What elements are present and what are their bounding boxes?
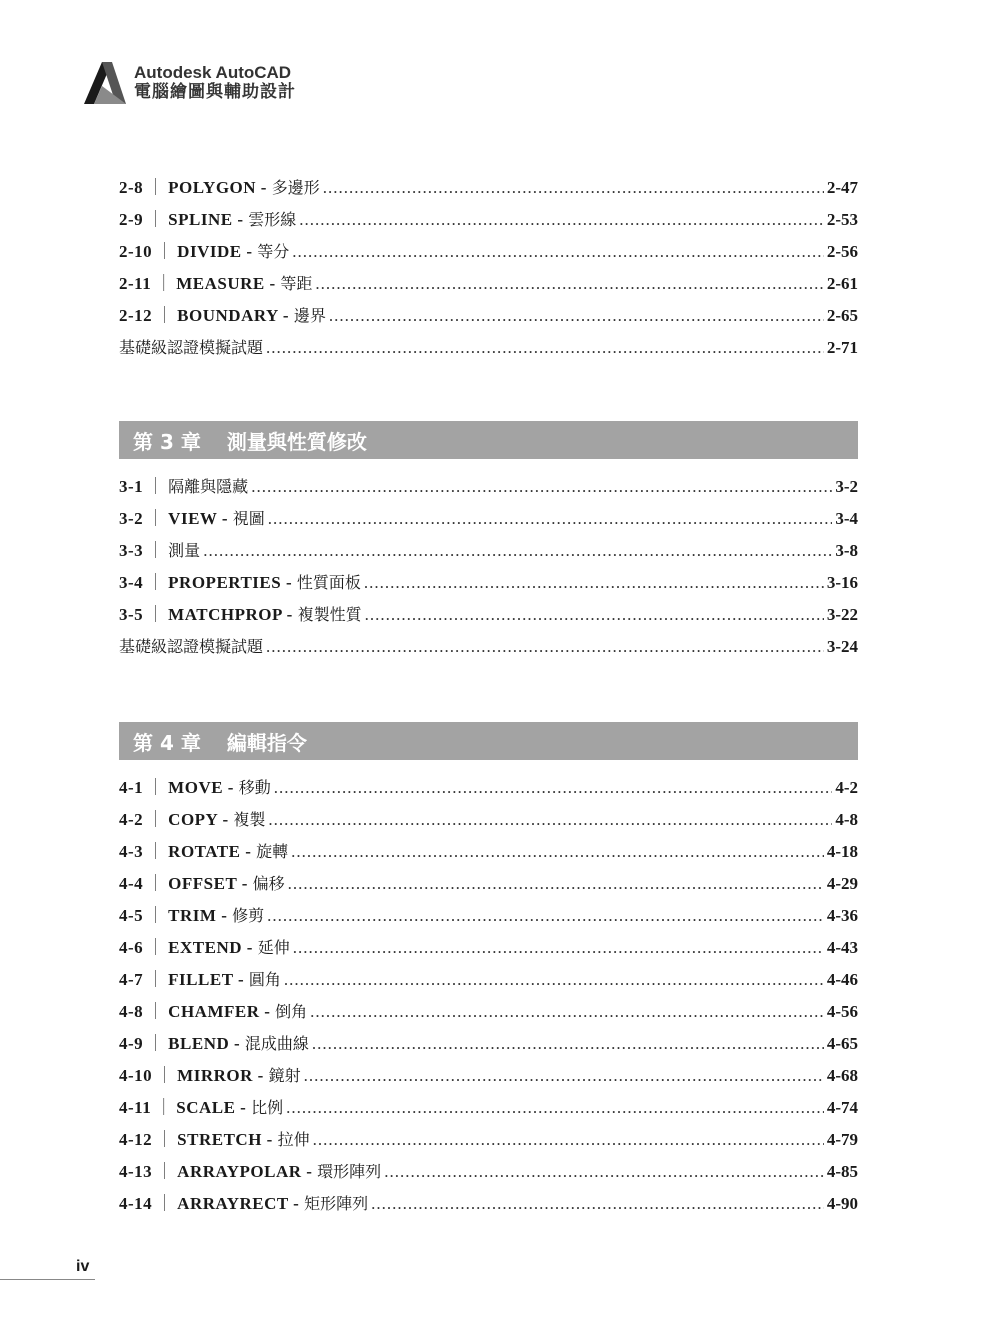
toc-chapter-4 [119,722,858,1220]
section-title: 倒角 [275,1002,308,1021]
dot-leader [268,804,832,836]
section-number: 4-7 [119,970,144,989]
command-name: STRETCH - [177,1130,278,1149]
page-ref: 4-90 [826,1194,858,1213]
page-number: iv [76,1258,90,1275]
toc-entry [119,996,858,1028]
toc-entry [119,804,858,836]
dot-leader [292,236,824,268]
dot-leader [286,1092,824,1124]
toc-entry [119,503,858,535]
section-title: 隔離與隱藏 [168,477,249,496]
separator: ｜ [147,938,165,958]
toc-entry-label [119,503,265,535]
book-header [82,60,296,106]
toc-entry-label [119,599,362,631]
command-name: ARRAYRECT - [177,1194,305,1213]
command-name: MIRROR - [177,1066,269,1085]
toc-entry-label [119,172,320,204]
dot-leader [384,1156,824,1188]
toc-entry [119,772,858,804]
page-ref: 3-4 [835,509,858,528]
section-number: 2-11 [119,274,152,293]
toc-entry [119,300,858,332]
dot-leader [203,535,832,567]
toc-entry [119,1188,858,1220]
command-name: OFFSET - [168,874,253,893]
command-name: MATCHPROP - [168,605,298,624]
page-ref: 4-74 [826,1098,858,1117]
dot-leader [371,1188,824,1220]
page-ref: 4-79 [826,1130,858,1149]
separator: ｜ [147,541,165,561]
toc-section-top [119,172,858,364]
dot-leader [315,268,823,300]
toc-entry-label [119,332,263,364]
section-number: 4-4 [119,874,144,893]
dot-leader [266,631,824,663]
page-ref: 2-56 [826,242,858,261]
page-ref: 2-71 [826,338,858,357]
dot-leader [304,1060,824,1092]
toc-entry [119,1156,858,1188]
section-number: 2-8 [119,178,144,197]
separator: ｜ [147,810,165,830]
section-title: 邊界 [293,306,326,325]
toc-entry [119,535,858,567]
page-ref: 4-29 [826,874,858,893]
toc-entry-label [119,996,307,1028]
toc-entry [119,204,858,236]
toc-entry-label [119,1028,309,1060]
section-number: 4-6 [119,938,144,957]
command-name: PROPERTIES - [168,573,297,592]
toc-list [119,471,858,663]
section-title: 鏡射 [268,1066,301,1085]
toc-entry-label [119,631,263,663]
toc-entry-label [119,932,290,964]
page-ref: 4-8 [835,810,858,829]
command-name: TRIM - [168,906,233,925]
chapter-heading [119,421,858,459]
section-number: 4-3 [119,842,144,861]
separator: ｜ [147,778,165,798]
command-name: BOUNDARY - [177,306,294,325]
section-title: 測量 [168,541,201,560]
section-number: 3-3 [119,541,144,560]
toc-entry [119,567,858,599]
section-title: 修剪 [232,906,265,925]
dot-leader [313,1124,824,1156]
section-title: 等分 [257,242,290,261]
separator: ｜ [155,1098,173,1118]
page-ref: 2-65 [826,306,858,325]
section-title: 矩形陣列 [304,1194,369,1213]
page-ref: 4-56 [826,1002,858,1021]
toc-entry [119,900,858,932]
toc-entry [119,332,858,364]
section-title: 混成曲線 [244,1034,309,1053]
page-ref: 3-2 [835,477,858,496]
toc-entry-label [119,836,288,868]
separator: ｜ [147,874,165,894]
section-title: 圓角 [248,970,281,989]
section-title: 延伸 [257,938,290,957]
chapter-title: 測量與性質修改 [226,429,367,454]
section-number: 4-14 [119,1194,153,1213]
section-title: 視圖 [232,509,265,528]
separator: ｜ [147,970,165,990]
book-title: Autodesk AutoCAD [134,63,292,83]
separator: ｜ [156,1066,174,1086]
section-title: 基礎級認證模擬試題 [119,637,264,656]
command-name: FILLET - [168,970,249,989]
toc-chapter-3 [119,421,858,663]
toc-entry-label [119,204,296,236]
section-number: 4-1 [119,778,144,797]
separator: ｜ [156,1130,174,1150]
toc-entry [119,1028,858,1060]
dot-leader [268,503,833,535]
command-name: EXTEND - [168,938,258,957]
section-number: 3-2 [119,509,144,528]
section-title: 多邊形 [271,178,320,197]
command-name: POLYGON - [168,178,272,197]
page-ref: 4-85 [826,1162,858,1181]
toc-entry [119,172,858,204]
dot-leader [291,836,824,868]
command-name: VIEW - [168,509,233,528]
separator: ｜ [147,906,165,926]
page-ref: 2-61 [826,274,858,293]
toc-list [119,172,858,364]
toc-list [119,772,858,1220]
page-ref: 4-2 [835,778,858,797]
toc-entry-label [119,1156,381,1188]
separator: ｜ [147,477,165,497]
page-ref: 3-24 [826,637,858,656]
dot-leader [288,868,824,900]
toc-entry-label [119,1188,368,1220]
separator: ｜ [147,1002,165,1022]
section-title: 複製性質 [297,605,362,624]
chapter-title: 編輯指令 [226,730,307,755]
section-number: 4-5 [119,906,144,925]
toc-entry-label [119,567,361,599]
separator: ｜ [156,242,174,262]
toc-entry [119,1060,858,1092]
toc-entry [119,236,858,268]
section-number: 4-11 [119,1098,152,1117]
toc-entry [119,471,858,503]
toc-entry-label [119,1124,310,1156]
page-ref: 2-53 [826,210,858,229]
section-title: 拉伸 [277,1130,310,1149]
command-name: ARRAYPOLAR - [177,1162,318,1181]
page-ref: 3-22 [826,605,858,624]
toc-entry-label [119,300,326,332]
book-subtitle: 電腦繪圖與輔助設計 [134,82,296,102]
toc-entry [119,631,858,663]
toc-entry [119,599,858,631]
toc-entry-label [119,900,264,932]
toc-entry-label [119,1060,301,1092]
dot-leader [293,932,824,964]
section-number: 3-5 [119,605,144,624]
page-ref: 3-16 [826,573,858,592]
section-number: 4-9 [119,1034,144,1053]
section-number: 2-10 [119,242,153,261]
command-name: BLEND - [168,1034,245,1053]
dot-leader [266,332,824,364]
command-name: ROTATE - [168,842,257,861]
section-title: 比例 [251,1098,284,1117]
toc-entry [119,836,858,868]
toc-entry-label [119,964,281,996]
header-text [134,64,296,101]
chapter-number: 第 4 章 [133,730,201,755]
page-ref: 4-65 [826,1034,858,1053]
section-title: 雲形線 [248,210,297,229]
chapter-heading [119,722,858,760]
dot-leader [365,599,824,631]
separator: ｜ [156,1194,174,1214]
section-title: 環形陣列 [317,1162,382,1181]
chapter-number: 第 3 章 [133,429,201,454]
separator: ｜ [147,605,165,625]
separator: ｜ [147,1034,165,1054]
page-ref: 4-68 [826,1066,858,1085]
toc-entry [119,964,858,996]
page-ref: 4-36 [826,906,858,925]
separator: ｜ [156,1162,174,1182]
page-ref: 4-18 [826,842,858,861]
section-number: 3-1 [119,477,144,496]
command-name: CHAMFER - [168,1002,276,1021]
toc-entry [119,1092,858,1124]
toc-entry [119,932,858,964]
toc-entry [119,868,858,900]
section-number: 4-13 [119,1162,153,1181]
toc-entry [119,1124,858,1156]
page-ref: 4-46 [826,970,858,989]
separator: ｜ [156,306,174,326]
section-number: 3-4 [119,573,144,592]
section-title: 複製 [233,810,266,829]
section-title: 基礎級認證模擬試題 [119,338,264,357]
dot-leader [267,900,824,932]
section-number: 4-12 [119,1130,153,1149]
section-title: 移動 [238,778,271,797]
section-title: 等距 [280,274,313,293]
toc-entry-label [119,268,312,300]
command-name: COPY - [168,810,234,829]
command-name: DIVIDE - [177,242,258,261]
dot-leader [299,204,824,236]
command-name: SCALE - [176,1098,252,1117]
dot-leader [323,172,824,204]
toc-entry-label [119,772,271,804]
separator: ｜ [147,509,165,529]
page-ref: 3-8 [835,541,858,560]
section-number: 4-2 [119,810,144,829]
separator: ｜ [147,842,165,862]
section-title: 旋轉 [256,842,289,861]
dot-leader [329,300,824,332]
toc-entry-label [119,535,200,567]
toc-entry-label [119,236,289,268]
separator: ｜ [147,210,165,230]
dot-leader [284,964,824,996]
section-number: 4-10 [119,1066,153,1085]
toc-entry-label [119,471,248,503]
dot-leader [251,471,832,503]
command-name: MEASURE - [176,274,281,293]
page-ref: 4-43 [826,938,858,957]
section-title: 偏移 [252,874,285,893]
separator: ｜ [147,573,165,593]
dot-leader [312,1028,824,1060]
separator: ｜ [147,178,165,198]
dot-leader [310,996,824,1028]
section-number: 2-12 [119,306,153,325]
footer-rule [0,1279,95,1280]
toc-entry [119,268,858,300]
toc-entry-label [119,804,265,836]
command-name: MOVE - [168,778,239,797]
dot-leader [364,567,824,599]
page-ref: 2-47 [826,178,858,197]
toc-entry-label [119,868,285,900]
section-number: 4-8 [119,1002,144,1021]
dot-leader [274,772,833,804]
autodesk-logo-icon [82,60,128,106]
command-name: SPLINE - [168,210,249,229]
section-title: 性質面板 [296,573,361,592]
section-number: 2-9 [119,210,144,229]
separator: ｜ [155,274,173,294]
toc-entry-label [119,1092,283,1124]
